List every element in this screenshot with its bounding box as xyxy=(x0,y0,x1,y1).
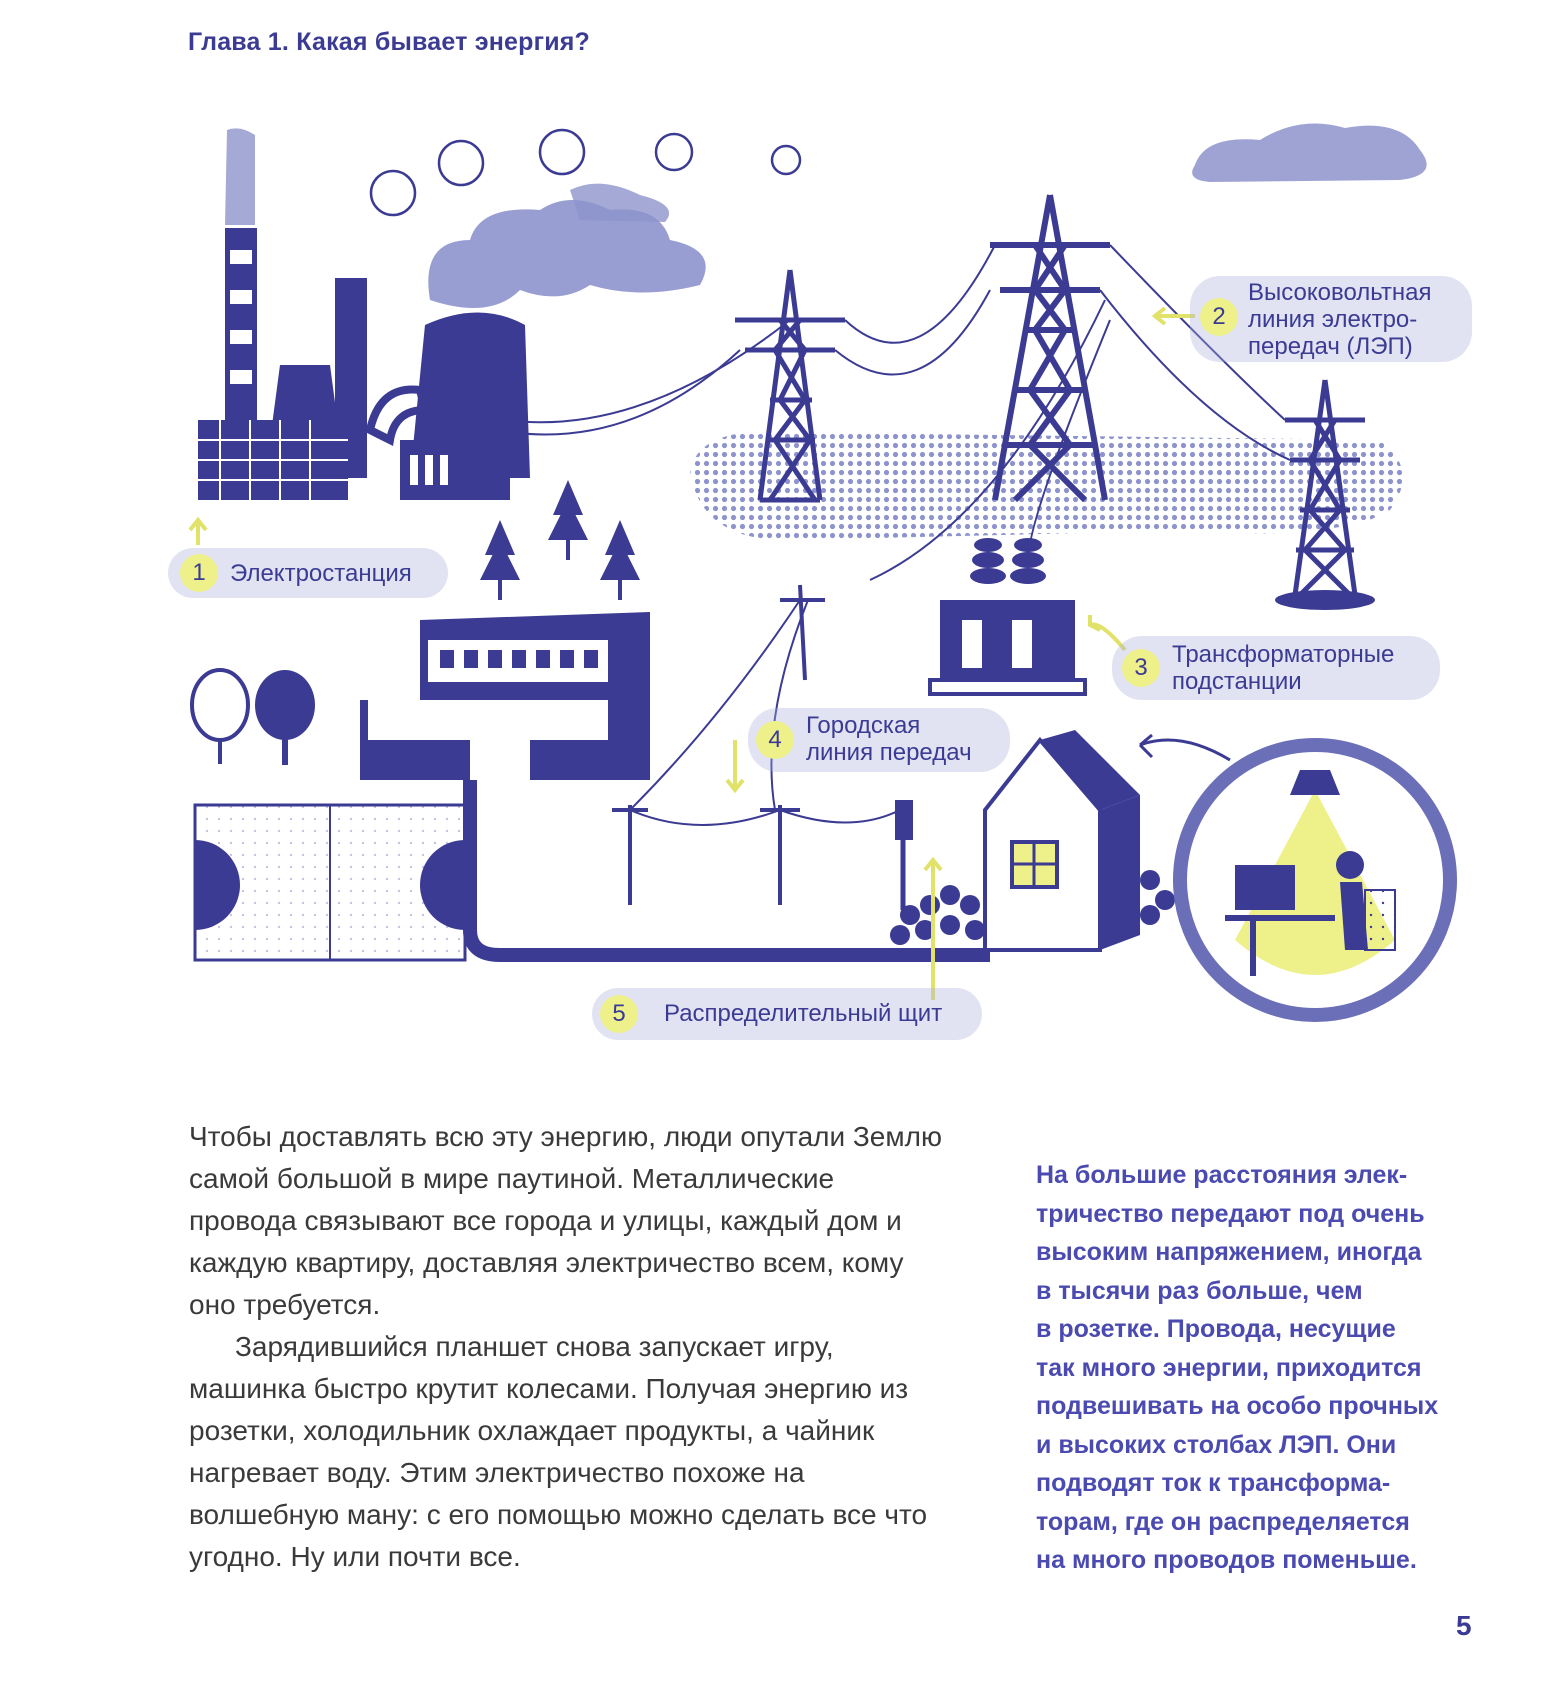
paragraph: Зарядившийся планшет снова запускает игру, машинка быстро крутит колесами. Получая энергию из розетки, холодильник охлаждает продукты, а чайник нагревает воду. Этим электричество похоже на волшебную ману: с его помощью можно сделать все что угодно. Ну или почти все. xyxy=(189,1331,928,1572)
page-number: 5 xyxy=(1456,1610,1472,1641)
office-building xyxy=(360,612,650,780)
callout-number: 1 xyxy=(180,554,218,592)
distribution-board xyxy=(895,800,913,840)
callout-label: Распределительный щит xyxy=(664,1000,943,1027)
field-block xyxy=(195,805,465,960)
cloud-right xyxy=(1192,124,1427,182)
callout-substations xyxy=(1112,636,1440,700)
inset-arrow xyxy=(1140,740,1230,760)
smoke-cloud xyxy=(225,128,706,308)
callout-power-station xyxy=(168,548,448,598)
callout-number: 4 xyxy=(756,721,794,759)
callout-number: 2 xyxy=(1200,298,1238,336)
chapter-title: Глава 1. Какая бывает энергия? xyxy=(188,28,591,56)
callout-label: Высоковольтная линия электро- передач (ЛЭП) xyxy=(1248,279,1432,360)
side-note: На большие расстояния элек- тричество передают под очень высоким напряжением, иногда в тысячи раз больше, чем в розетке. Провода, несущие так много энергии, приходится подвешивать на особо прочных и высоких столбах ЛЭП. Они подводят ток к трансформа- торам, где он распределяется на много проводов поменьше. xyxy=(1036,1161,1439,1574)
callout-city-line xyxy=(748,708,1010,772)
callout-high-voltage-line xyxy=(1190,276,1472,362)
callout-number: 5 xyxy=(600,995,638,1033)
callout-number: 3 xyxy=(1122,649,1160,687)
paragraph: Чтобы доставлять всю эту энергию, люди опутали Землю самой большой в мире паутиной. Металлические провода связывают все города и улицы, каждый дом и каждую квартиру, доставляя электричество всем, кому оно требуется. xyxy=(189,1121,942,1320)
callout-label: Трансформаторные подстанции xyxy=(1172,641,1395,695)
house xyxy=(985,730,1140,950)
transformer-substation xyxy=(930,538,1085,694)
home-inset-circle xyxy=(1180,745,1450,1015)
main-text xyxy=(189,1116,949,1578)
callout-label: Электростанция xyxy=(230,560,412,587)
callout-distribution-board xyxy=(592,988,982,1040)
callout-label: Городская линия передач xyxy=(806,712,972,766)
